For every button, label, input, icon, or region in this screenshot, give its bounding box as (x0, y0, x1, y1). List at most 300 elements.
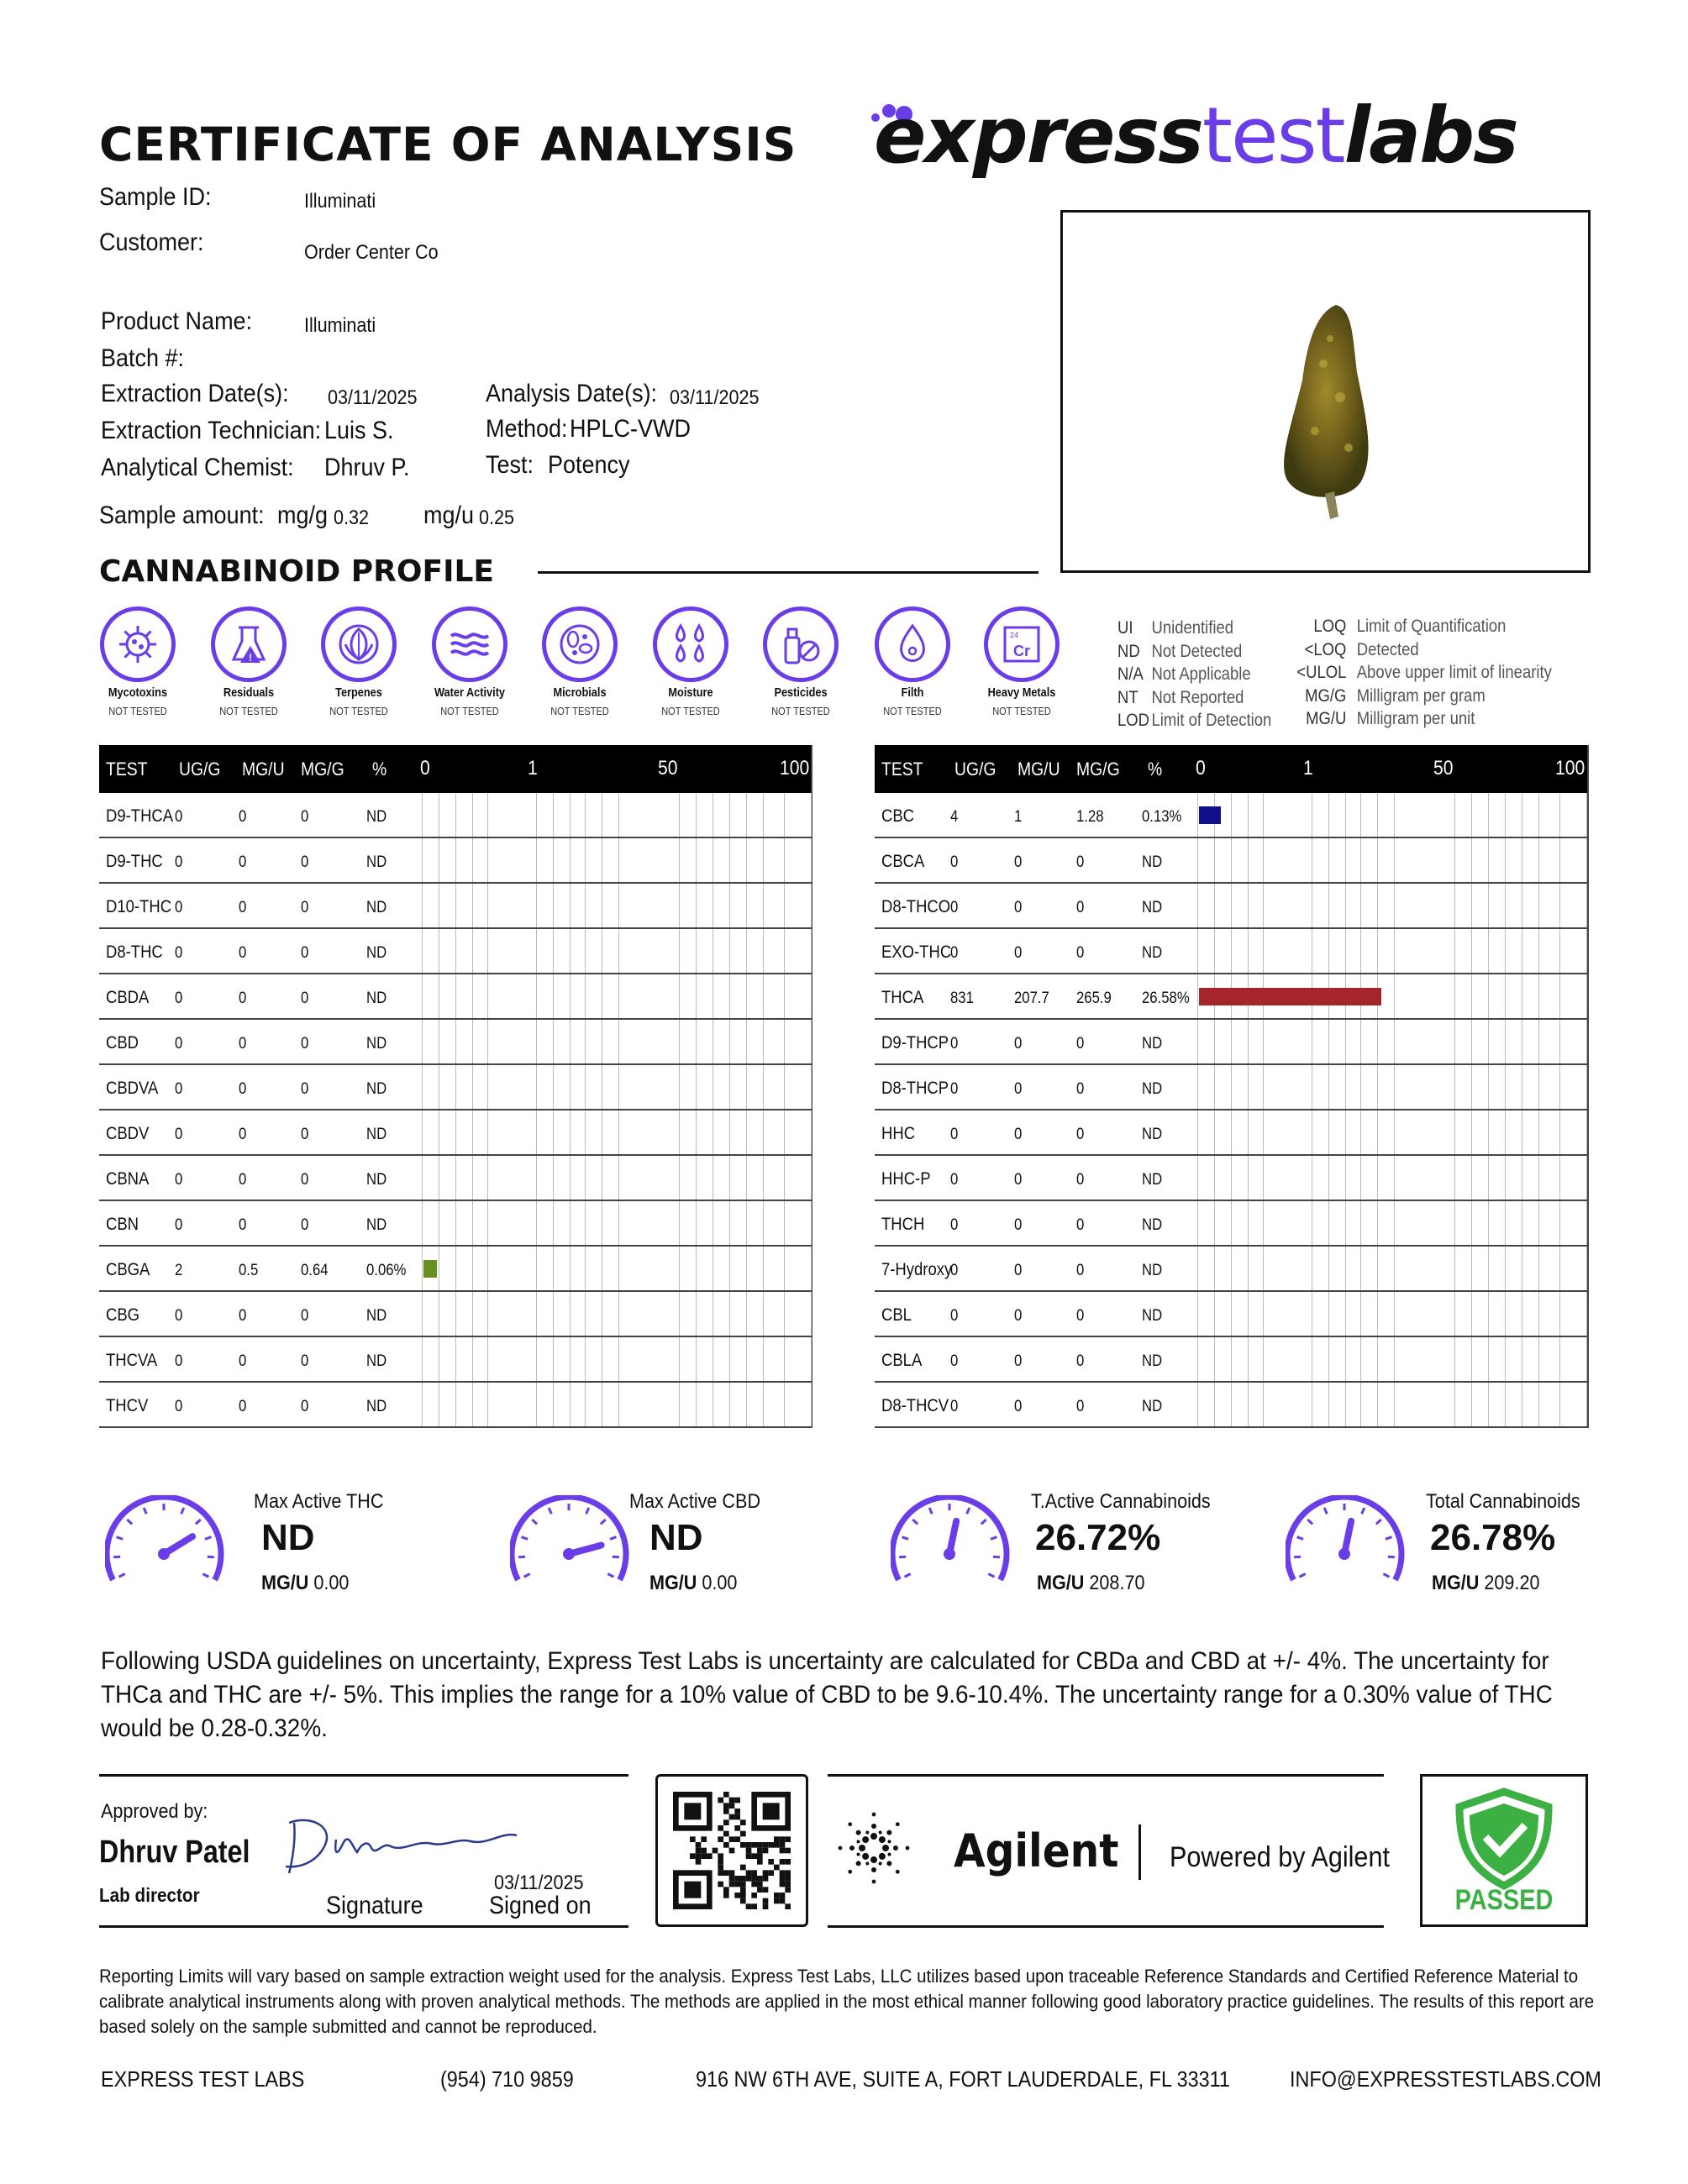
test-residuals (194, 606, 303, 717)
drop-icon (875, 606, 950, 682)
percent: ND (366, 1035, 387, 1053)
test-name: Microbials (553, 685, 607, 700)
mgg-value: 0.32 (334, 507, 370, 529)
mg-u: 0 (239, 1307, 247, 1325)
percent: ND (366, 1398, 387, 1415)
test-status: NOT TESTED (661, 705, 720, 717)
analyte-name: THCVA (106, 1351, 158, 1370)
powered-by-text: Powered by Agilent (1170, 1841, 1390, 1873)
gauge-dial-icon (105, 1495, 231, 1596)
analyte-name: CBNA (106, 1169, 150, 1189)
test-status: NOT TESTED (771, 705, 830, 717)
legend-code: <ULOL (1296, 663, 1347, 682)
test-status: NOT TESTED (440, 705, 499, 717)
ug-g: 0 (175, 1352, 183, 1370)
legend-meaning: Limit of Detection (1151, 711, 1272, 730)
analyte-name: D9-THCP (881, 1033, 949, 1053)
legend-meaning: Not Applicable (1151, 664, 1251, 684)
product-photo (1060, 210, 1591, 573)
legend-entry (1287, 661, 1552, 685)
svg-text:24: 24 (1010, 631, 1019, 639)
mg-u: 0 (239, 899, 247, 916)
mg-u: 0 (1014, 1307, 1023, 1325)
gauge-unit: MG/U 209.20 (1432, 1572, 1540, 1594)
percent: ND (366, 853, 387, 871)
table-row (99, 793, 811, 838)
page-title: CERTIFICATE OF ANALYSIS (99, 118, 797, 171)
percent: ND (366, 1171, 387, 1189)
approved-by-label: Approved by: (101, 1800, 208, 1823)
header-0: TEST (106, 759, 148, 780)
mg-u: 0 (239, 1216, 247, 1234)
mg-g: 0 (1076, 1035, 1085, 1053)
mg-u: 0 (1014, 1352, 1023, 1370)
technician-label: Extraction Technician: (101, 417, 322, 444)
ug-g: 0 (175, 990, 183, 1007)
percent: ND (366, 990, 387, 1007)
mg-g: 0 (1076, 1398, 1085, 1415)
percent: ND (366, 899, 387, 916)
test-status: NOT TESTED (108, 705, 167, 717)
gauge-title: Max Active THC (254, 1490, 384, 1513)
ug-g: 0 (950, 1126, 959, 1143)
legend-entry (1287, 685, 1552, 708)
gauge-unit: MG/U 0.00 (261, 1572, 350, 1594)
signature-image (277, 1806, 521, 1882)
analyte-name: CBL (881, 1305, 912, 1325)
mg-u: 0 (239, 1126, 247, 1143)
table-row (99, 1337, 811, 1383)
legend-code: <LOQ (1304, 639, 1347, 659)
mg-g: 0 (1076, 853, 1085, 871)
legend-entry (1117, 663, 1271, 686)
header-0: TEST (881, 759, 923, 780)
header-2: MG/U (242, 759, 285, 780)
header-3: MG/G (301, 759, 344, 780)
mg-g: 0 (1076, 944, 1085, 962)
analyte-name: D9-THCA (106, 806, 174, 826)
mg-g: 0.64 (301, 1262, 329, 1279)
mg-u: 0 (1014, 1035, 1023, 1053)
mg-u: 0 (1014, 1171, 1023, 1189)
legend-abbreviations-left (1117, 617, 1271, 732)
percent: 26.58% (1142, 990, 1190, 1007)
test-name: Terpenes (335, 685, 382, 700)
gauge-value: 26.72% (1035, 1517, 1161, 1558)
mg-u: 0 (1014, 1126, 1023, 1143)
gauge-dial-icon (510, 1495, 636, 1596)
analyte-name: CBC (881, 806, 915, 826)
test-name: Water Activity (434, 685, 506, 700)
approver-role: Lab director (99, 1884, 200, 1906)
chemist-value: Dhruv P. (324, 454, 410, 481)
percent: ND (1142, 1307, 1163, 1325)
analyte-name: D9-THC (106, 852, 163, 871)
analysis-date-label: Analysis Date(s): (486, 380, 658, 407)
test-terpenes (304, 606, 413, 717)
test-name: Heavy Metals (987, 685, 1056, 700)
microbe-icon (542, 606, 618, 682)
analyte-name: CBCA (881, 852, 925, 871)
mg-g: 0 (1076, 1080, 1085, 1098)
table-row (99, 1156, 811, 1201)
gauge-value: 26.78% (1430, 1517, 1556, 1558)
analyte-name: CBN (106, 1215, 139, 1234)
gauge-title: Max Active CBD (629, 1490, 761, 1513)
table-row (99, 1292, 811, 1337)
legend-entry (1117, 709, 1271, 732)
header-1: UG/G (179, 759, 221, 780)
header-5: 0 (1196, 757, 1206, 780)
mg-g: 1.28 (1076, 808, 1104, 826)
mg-g: 0 (301, 1171, 309, 1189)
table-row (99, 1065, 811, 1110)
analyte-name: D8-THCP (881, 1079, 949, 1098)
percent-bar (1199, 988, 1381, 1005)
analyte-name: THCH (881, 1215, 925, 1234)
ug-g: 0 (950, 1035, 959, 1053)
spray-icon (763, 606, 839, 682)
customer-value: Order Center Co (304, 241, 439, 264)
legend-code: ND (1117, 641, 1140, 661)
mg-u: 0 (239, 853, 247, 871)
legend-meaning: Limit of Quantification (1356, 617, 1507, 636)
table-row (875, 884, 1587, 929)
mg-g: 0 (301, 1035, 309, 1053)
percent: ND (1142, 1262, 1163, 1279)
analyte-name: D10-THC (106, 897, 172, 916)
analyte-name: CBG (106, 1305, 140, 1325)
mg-g: 0 (301, 1352, 309, 1370)
table-row (875, 1247, 1587, 1292)
mycotoxin-icon (100, 606, 176, 682)
analyte-name: D8-THCV (881, 1396, 949, 1415)
percent: ND (1142, 1216, 1163, 1234)
water-icon (432, 606, 507, 682)
legend-meaning: Milligram per gram (1356, 685, 1486, 706)
mg-g: 0 (1076, 1262, 1085, 1279)
extraction-date-value: 03/11/2025 (328, 386, 418, 409)
header-8: 100 (1555, 757, 1585, 780)
mg-u: 0 (239, 1035, 247, 1053)
method-value: HPLC-VWD (570, 415, 692, 443)
test-status: NOT TESTED (329, 705, 388, 717)
percent: ND (1142, 899, 1163, 916)
percent: 0.06% (366, 1262, 407, 1279)
mg-u: 1 (1014, 808, 1023, 826)
percent-bar (423, 1260, 437, 1278)
approval-top-rule (99, 1774, 628, 1777)
agilent-divider (1138, 1824, 1141, 1880)
ug-g: 0 (175, 1171, 183, 1189)
table-row (875, 1110, 1587, 1156)
test-heavy-metals (967, 606, 1076, 717)
mg-g: 0 (1076, 1216, 1085, 1234)
percent: ND (366, 1307, 387, 1325)
ug-g: 0 (950, 853, 959, 871)
ug-g: 0 (175, 1080, 183, 1098)
ug-g: 831 (950, 990, 974, 1007)
gauge-title: Total Cannabinoids (1426, 1490, 1580, 1513)
ug-g: 0 (950, 1352, 959, 1370)
agilent-name: Agilent (954, 1824, 1119, 1877)
analyte-name: CBDV (106, 1124, 150, 1143)
header-6: 1 (1303, 757, 1313, 780)
legend-entry (1117, 640, 1271, 664)
disclaimer-text: Reporting Limits will vary based on sample extraction weight used for the analysis. Express Test Labs, LLC utilizes based upon traceable Reference Standards and Certified Reference Material to calibrate analytical instruments along with proven analytical methods. The methods are applied in the most ethical manner following good laboratory practice guidelines. The results of this report are based solely on the sample submitted and cannot be reproduced. (99, 1966, 1595, 2037)
qr-code[interactable] (655, 1774, 808, 1927)
percent: ND (366, 1126, 387, 1143)
mg-u: 0 (1014, 1080, 1023, 1098)
legend-entry (1287, 638, 1552, 662)
table-row (875, 1201, 1587, 1247)
ug-g: 0 (175, 808, 183, 826)
analyte-name: 7-Hydroxy (881, 1260, 953, 1279)
ug-g: 0 (175, 1126, 183, 1143)
chromium-icon (984, 606, 1060, 682)
percent: ND (366, 1080, 387, 1098)
percent: ND (1142, 1080, 1163, 1098)
leaf-icon (321, 606, 397, 682)
table-row (875, 793, 1587, 838)
test-status: NOT TESTED (550, 705, 609, 717)
mg-g: 0 (1076, 1352, 1085, 1370)
chemist-label: Analytical Chemist: (101, 454, 294, 481)
ug-g: 0 (950, 1307, 959, 1325)
mg-g: 0 (1076, 1171, 1085, 1189)
product-value: Illuminati (304, 314, 376, 337)
mgu-value: 0.25 (479, 507, 515, 529)
ug-g: 0 (950, 1262, 959, 1279)
header-7: 50 (1433, 757, 1454, 780)
signed-on-label: Signed on (489, 1892, 592, 1919)
percent: ND (1142, 853, 1163, 871)
svg-text:Cr: Cr (1012, 643, 1031, 659)
test-status: NOT TESTED (992, 705, 1051, 717)
approval-bottom-rule (99, 1925, 628, 1928)
mg-u: 0 (1014, 899, 1023, 916)
agilent-top-rule (828, 1774, 1384, 1777)
mg-g: 0 (301, 1307, 309, 1325)
test-moisture (636, 606, 745, 717)
header-8: 100 (780, 757, 810, 780)
header-5: 0 (420, 757, 430, 780)
agilent-spark-icon (828, 1802, 920, 1894)
section-divider (538, 571, 1039, 574)
analyte-name: THCV (106, 1396, 149, 1415)
footer-phone[interactable]: (954) 710 9859 (440, 2066, 574, 2092)
table-row (875, 974, 1587, 1020)
uncertainty-statement: Following USDA guidelines on uncertainty, Express Test Labs is uncertainty are calculated for CBDa and CBD at +/- 4%. The uncertainty for THCa and THC are +/- 5%. This implies the range for a 10% value of CBD to be 9.6-10.4%. The uncertainty range for a 0.30% value of THC would be 0.28-0.32%. (101, 1647, 1553, 1742)
percent: ND (1142, 1035, 1163, 1053)
mg-u: 0 (1014, 853, 1023, 871)
mg-g: 0 (1076, 899, 1085, 916)
ug-g: 0 (175, 853, 183, 871)
mg-g: 0 (301, 808, 309, 826)
ug-g: 0 (950, 1216, 959, 1234)
table-row (875, 1337, 1587, 1383)
percent: ND (1142, 1171, 1163, 1189)
mg-g: 0 (301, 1126, 309, 1143)
legend-meaning: Unidentified (1151, 618, 1234, 638)
droplets-icon (653, 606, 728, 682)
mg-g: 0 (1076, 1126, 1085, 1143)
legend-code: LOD (1117, 711, 1150, 730)
table-row (875, 1292, 1587, 1337)
legend-code: NT (1117, 687, 1138, 707)
gauge-value: ND (261, 1517, 315, 1558)
table-row (99, 1201, 811, 1247)
table-row (99, 838, 811, 884)
passed-badge (1420, 1774, 1588, 1927)
section-title: CANNABINOID PROFILE (99, 554, 495, 589)
agilent-bottom-rule (828, 1925, 1384, 1928)
mg-u: 0 (239, 1352, 247, 1370)
extraction-date-label: Extraction Date(s): (101, 380, 289, 407)
analyte-name: CBDA (106, 988, 150, 1007)
mg-g: 0 (301, 944, 309, 962)
test-name: Filth (901, 685, 924, 700)
mg-u: 0 (239, 1171, 247, 1189)
svg-text:!: ! (249, 652, 252, 664)
footer-address: 916 NW 6TH AVE, SUITE A, FORT LAUDERDALE, FL 33311 (696, 2066, 1230, 2092)
table-row (99, 1247, 811, 1292)
percent: ND (366, 944, 387, 962)
approver-name: Dhruv Patel (99, 1835, 250, 1870)
qr-code-icon (673, 1792, 791, 1909)
header-6: 1 (528, 757, 538, 780)
table-row (875, 929, 1587, 974)
mg-u: 0 (239, 1398, 247, 1415)
mg-u: 0 (239, 1080, 247, 1098)
sample-amount-label: Sample amount: (99, 501, 265, 529)
test-status: NOT TESTED (883, 705, 942, 717)
cannabis-bud-image (1063, 213, 1588, 570)
mg-u: 0 (239, 990, 247, 1007)
analyte-name: CBGA (106, 1260, 150, 1279)
analyte-name: D8-THC (106, 942, 163, 962)
gauge-unit: MG/U 0.00 (649, 1572, 738, 1594)
test-mycotoxins (83, 606, 192, 717)
analysis-date-value: 03/11/2025 (670, 386, 760, 409)
header-1: UG/G (954, 759, 996, 780)
legend-code: LOQ (1313, 617, 1347, 636)
table-row (875, 1020, 1587, 1065)
gauge-unit: MG/U 208.70 (1037, 1572, 1145, 1594)
mgg-label: mg/g (277, 501, 329, 529)
table-row (99, 974, 811, 1020)
header-3: MG/G (1076, 759, 1120, 780)
signature-label: Signature (326, 1892, 423, 1919)
ug-g: 0 (175, 899, 183, 916)
percent: 0.13% (1142, 808, 1182, 826)
header-2: MG/U (1018, 759, 1060, 780)
test-filth (858, 606, 967, 717)
legend-code: UI (1117, 618, 1133, 638)
test-microbials (525, 606, 634, 717)
gauge-dial-icon (891, 1495, 1017, 1596)
mg-u: 207.7 (1014, 990, 1049, 1007)
legend-entry (1287, 707, 1552, 731)
ug-g: 0 (950, 944, 959, 962)
method-label: Method: (486, 415, 568, 443)
ug-g: 0 (175, 1398, 183, 1415)
legend-entry (1287, 615, 1552, 638)
technician-value: Luis S. (324, 417, 394, 444)
legend-meaning: Detected (1356, 639, 1419, 659)
test-pesticides (746, 606, 855, 717)
product-label: Product Name: (101, 307, 253, 335)
test-name: Residuals (223, 685, 275, 700)
test-name: Pesticides (774, 685, 828, 700)
flask-icon (211, 606, 287, 682)
analyte-name: D8-THCO (881, 897, 951, 916)
legend-meaning: Milligram per unit (1356, 709, 1475, 728)
mg-g: 0 (301, 990, 309, 1007)
legend-code: MG/U (1306, 709, 1347, 728)
header-4: % (372, 759, 387, 780)
percent: ND (366, 1352, 387, 1370)
table-header (875, 745, 1587, 793)
legend-meaning: Above upper limit of linearity (1356, 663, 1552, 682)
mg-g: 265.9 (1076, 990, 1112, 1007)
legend-meaning: Not Reported (1151, 687, 1244, 707)
analyte-name: CBDVA (106, 1079, 159, 1098)
table-row (875, 1383, 1587, 1428)
mg-g: 0 (301, 853, 309, 871)
legend-entry (1117, 617, 1271, 640)
percent: ND (366, 808, 387, 826)
gauge-title: T.Active Cannabinoids (1031, 1490, 1211, 1513)
passed-label: PASSED (1454, 1884, 1554, 1916)
ug-g: 0 (175, 1035, 183, 1053)
customer-label: Customer: (99, 228, 204, 256)
analyte-name: EXO-THC (881, 942, 952, 962)
percent: ND (1142, 1398, 1163, 1415)
table-row (99, 929, 811, 974)
table-row (875, 1065, 1587, 1110)
table-row (99, 1020, 811, 1065)
signed-date: 03/11/2025 (494, 1872, 584, 1894)
legend-meaning: Not Detected (1151, 641, 1243, 661)
analyte-name: CBLA (881, 1351, 923, 1370)
ug-g: 0 (175, 1307, 183, 1325)
legend-code: N/A (1117, 664, 1144, 684)
percent: ND (366, 1216, 387, 1234)
table-row (875, 1156, 1587, 1201)
ug-g: 0 (950, 1080, 959, 1098)
header-4: % (1148, 759, 1163, 780)
footer-email[interactable]: INFO@EXPRESSTESTLABS.COM (1290, 2066, 1601, 2092)
mg-g: 0 (301, 1080, 309, 1098)
analyte-name: HHC-P (881, 1169, 931, 1189)
cannabinoid-table-right (875, 745, 1589, 1428)
mg-u: 0 (1014, 1398, 1023, 1415)
mgu-label: mg/u (423, 501, 475, 529)
mg-g: 0 (301, 899, 309, 916)
percent: ND (1142, 944, 1163, 962)
sample-id-value: Illuminati (304, 190, 376, 213)
legend-entry (1117, 686, 1271, 710)
table-row (99, 1110, 811, 1156)
mg-g: 0 (1076, 1307, 1085, 1325)
table-header (99, 745, 811, 793)
test-water-activity (415, 606, 524, 717)
brand-logo: expresstestlabs (874, 91, 1517, 181)
sample-id-label: Sample ID: (99, 183, 212, 211)
test-name: Mycotoxins (108, 685, 168, 700)
gauge-value: ND (649, 1517, 703, 1558)
